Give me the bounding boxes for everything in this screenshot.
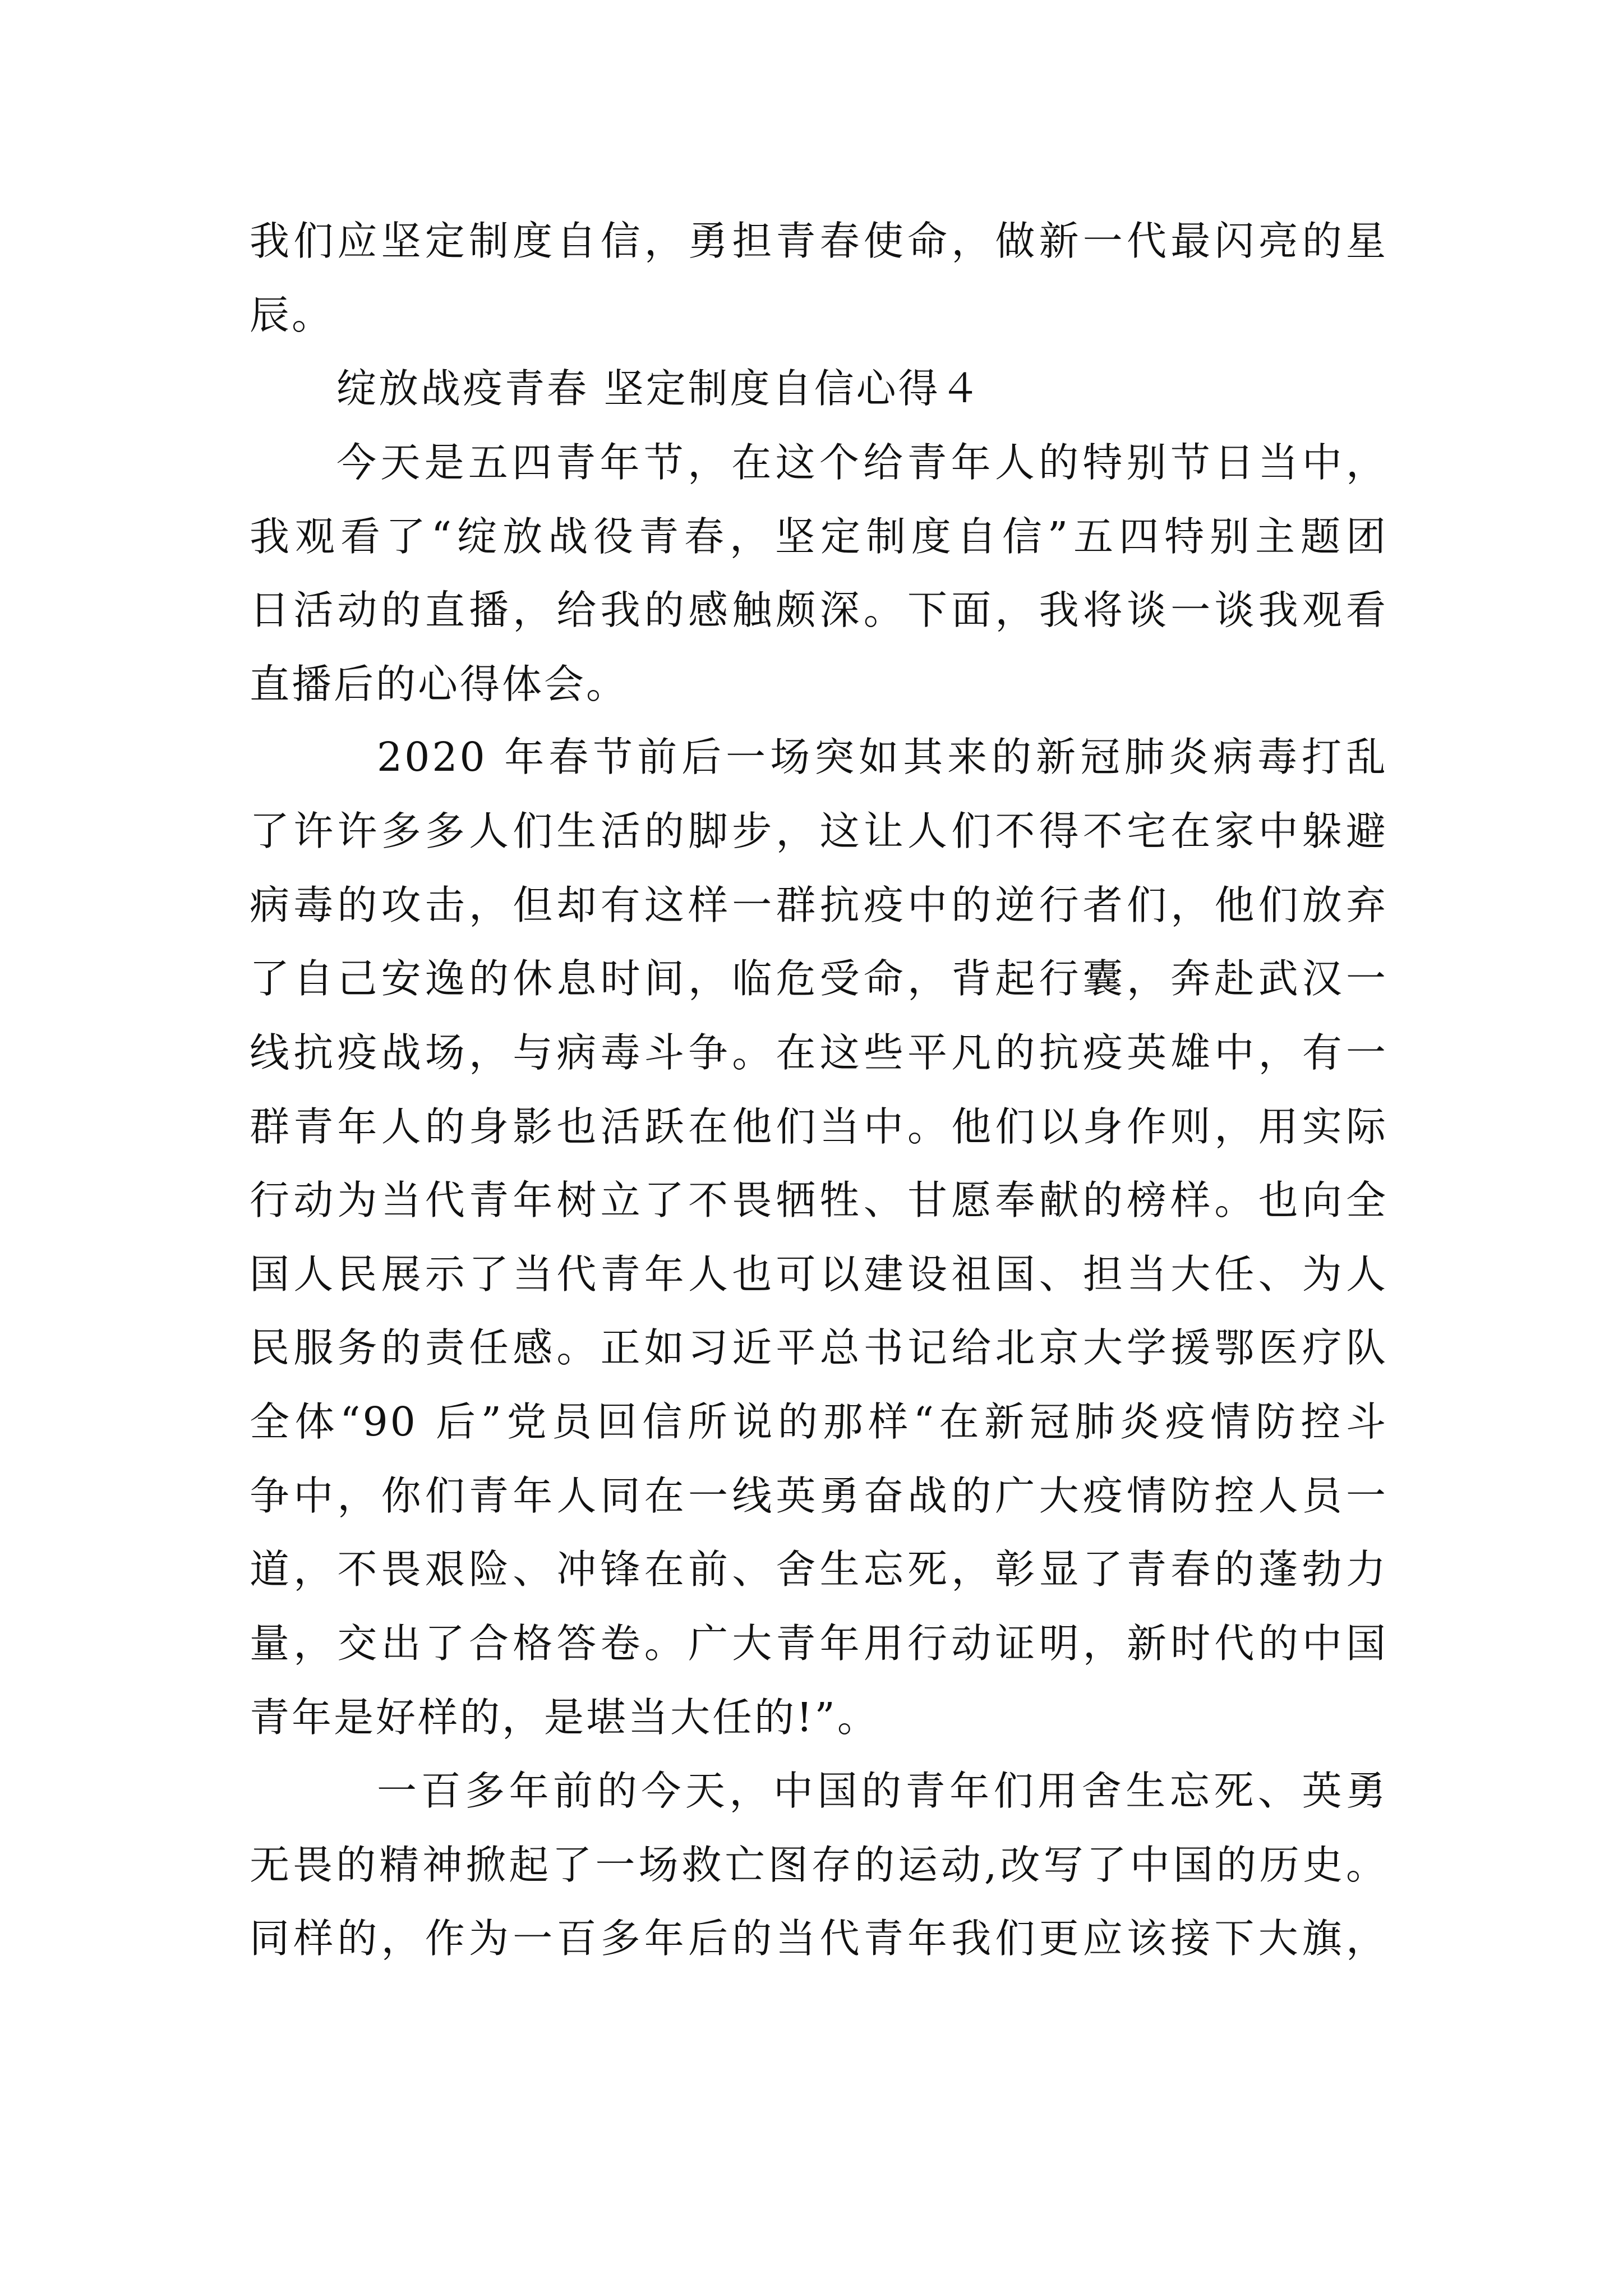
text-line: 病毒的攻击，但却有这样一群抗疫中的逆行者们，他们放弃	[250, 882, 1388, 928]
text-line: 日活动的直播，给我的感触颇深。下面，我将谈一谈我观看	[250, 587, 1388, 633]
text-line: 争中，你们青年人同在一线英勇奋战的广大疫情防控人员一	[250, 1473, 1388, 1519]
text-line: 线抗疫战场，与病毒斗争。在这些平凡的抗疫英雄中，有一	[250, 1029, 1388, 1076]
text-line: 一百多年前的今天，中国的青年们用舍生忘死、英勇	[377, 1768, 1388, 1814]
text-line: 行动为当代青年树立了不畏牺牲、甘愿奉献的榜样。也向全	[250, 1177, 1388, 1223]
text-line: 今天是五四青年节，在这个给青年人的特别节日当中，	[336, 439, 1388, 486]
text-line: 我们应坚定制度自信，勇担青春使命，做新一代最闪亮的星	[250, 218, 1388, 264]
text-line: 了许许多多人们生活的脚步，这让人们不得不宅在家中躲避	[250, 808, 1388, 854]
text-line: 我观看了“绽放战役青春，坚定制度自信”五四特别主题团	[250, 513, 1388, 560]
text-line: 直播后的心得体会。	[250, 661, 629, 707]
text-line: 无畏的精神掀起了一场救亡图存的运动,改写了中国的历史。	[250, 1842, 1388, 1888]
text-line: 量，交出了合格答卷。广大青年用行动证明，新时代的中国	[250, 1620, 1388, 1667]
text-line: 全体“90 后”党员回信所说的那样“在新冠肺炎疫情防控斗	[250, 1398, 1388, 1445]
text-line: 民服务的责任感。正如习近平总书记给北京大学援鄂医疗队	[250, 1324, 1388, 1371]
text-line: 国人民展示了当代青年人也可以建设祖国、担当大任、为人	[250, 1251, 1388, 1297]
text-line: 了自己安逸的休息时间，临危受命，背起行囊，奔赴武汉一	[250, 955, 1388, 1002]
text-line: 同样的，作为一百多年后的当代青年我们更应该接下大旗，	[250, 1915, 1388, 1962]
text-line: 道，不畏艰险、冲锋在前、舍生忘死，彰显了青春的蓬勃力	[250, 1546, 1388, 1593]
text-line: 辰。	[250, 292, 334, 338]
section-title: 绽放战疫青春 坚定制度自信心得４	[336, 365, 983, 412]
text-line: 2020 年春节前后一场突如其来的新冠肺炎病毒打乱	[377, 734, 1388, 780]
text-line: 青年是好样的，是堪当大任的!”。	[250, 1694, 879, 1741]
text-line: 群青年人的身影也活跃在他们当中。他们以身作则，用实际	[250, 1103, 1388, 1150]
